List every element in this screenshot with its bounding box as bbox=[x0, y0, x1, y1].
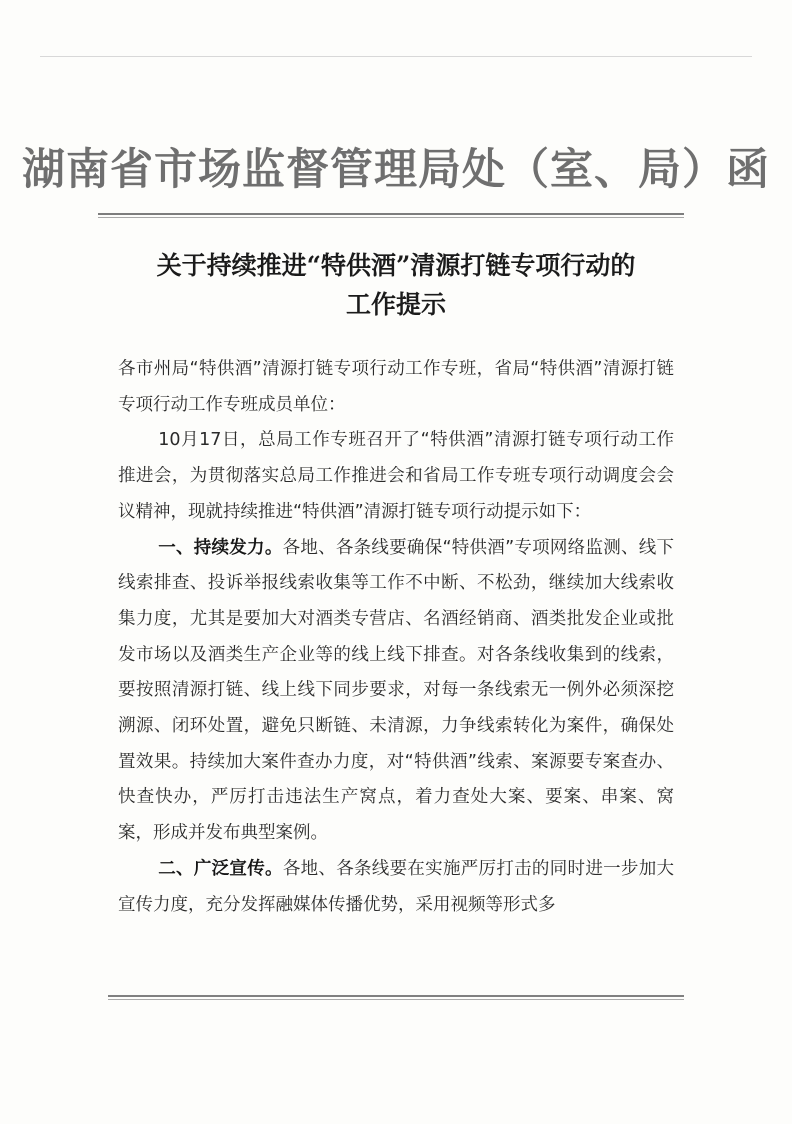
footer-rule-thin bbox=[108, 999, 684, 1000]
section-2-heading: 二、广泛宣传。 bbox=[158, 858, 283, 879]
section-1-text: 各地、各条线要确保“特供酒”专项网络监测、线下线索排查、投诉举报线索收集等工作不中断、不松劲，继续加大线索收集力度，尤其是要加大对酒类专营店、名酒经销商、酒类批发企业或批发市场以及酒类生产企业等的线上线下排查。对各条线收集到的线索，要按照清源打链、线上线下同步要求，对每一条线索无一例外必须深挖溯源、闭环处置，避免只断链、未清源，力争线索转化为案件，确保处置效果。持续加大案件查办力度，对“特供酒”线索、案源要专案查办、快查快办，严厉打击违法生产窝点，着力查处大案、要案、串案、窝案，形成并发布典型案例。 bbox=[118, 537, 674, 844]
footer-rule-thick bbox=[108, 995, 684, 997]
letterhead-rule-thin bbox=[98, 217, 684, 218]
salutation-paragraph: 各市州局“特供酒”清源打链专项行动工作专班，省局“特供酒”清源打链专项行动工作专班成员单位： bbox=[118, 359, 674, 415]
document-title-line-1: 关于持续推进“特供酒”清源打链专项行动的 bbox=[156, 251, 636, 280]
section-2-paragraph bbox=[118, 852, 674, 923]
letterhead-title: 湖南省市场监督管理局处（室、局）函 bbox=[22, 145, 770, 195]
section-1-paragraph bbox=[118, 531, 674, 852]
document-title bbox=[60, 246, 732, 324]
document-title-line-2: 工作提示 bbox=[345, 290, 446, 319]
top-margin-line bbox=[40, 56, 752, 57]
letterhead-rule-thick bbox=[98, 213, 684, 215]
section-1-heading: 一、持续发力。 bbox=[158, 537, 283, 558]
intro-paragraph: 10月17日，总局工作专班召开了“特供酒”清源打链专项行动工作推进会，为贯彻落实总局工作推进会和省局工作专班专项行动调度会会议精神，现就持续推进“特供酒”清源打链专项行动提示如下： bbox=[118, 430, 674, 522]
section-2-text: 各地、各条线要在实施严厉打击的同时进一步加大宣传力度，充分发挥融媒体传播优势，采用视频等形式多 bbox=[118, 858, 674, 915]
document-body bbox=[118, 352, 674, 923]
